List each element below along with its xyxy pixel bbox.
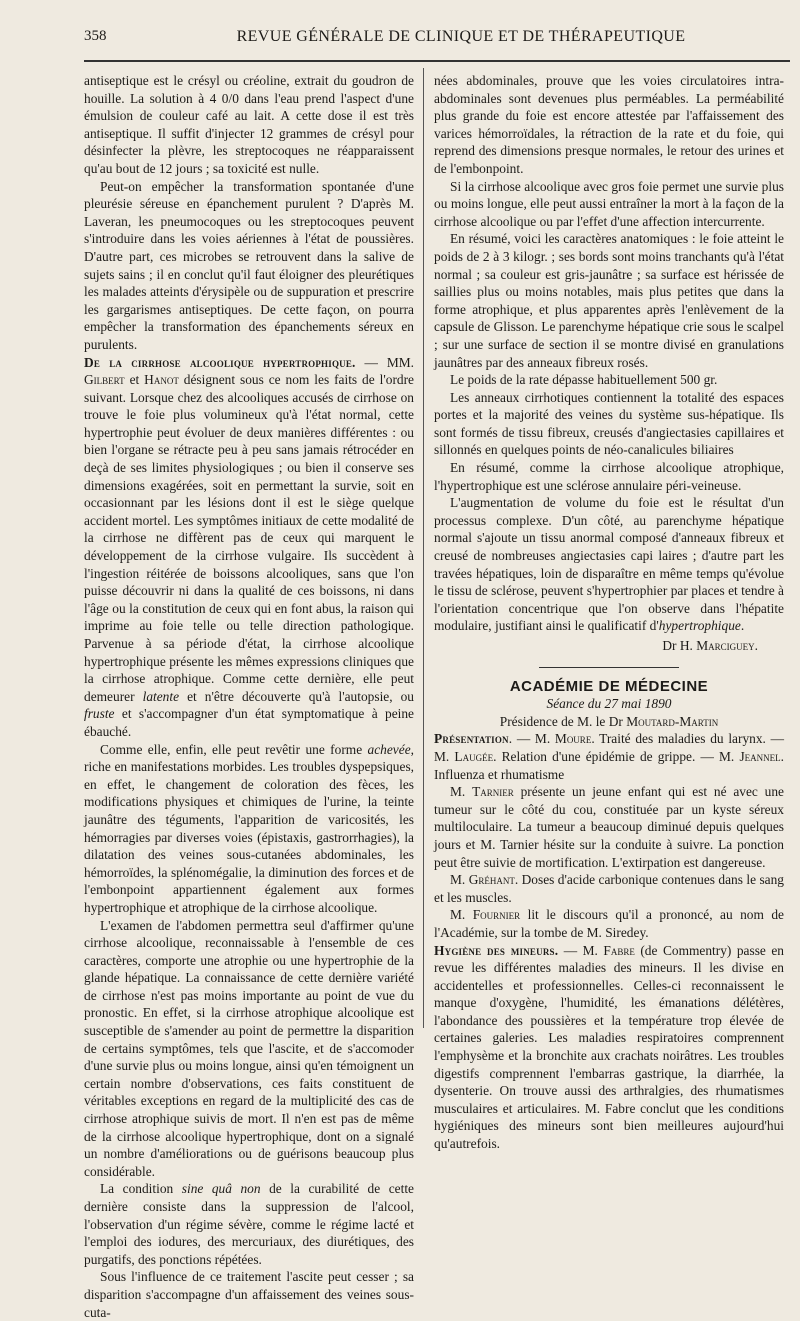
text-run: . — [754, 638, 758, 653]
text-run: M. — [450, 907, 473, 923]
text-run: lit le discours qu'il a prononcé, au nom de l'Académie, sur la tombe de M. Siredey. — [434, 907, 784, 940]
paragraph — [434, 783, 784, 871]
paragraph — [434, 494, 784, 635]
author-name: Moure — [554, 731, 592, 747]
paragraph — [84, 741, 414, 917]
text-run: présente un jeune enfant qui est né avec une tumeur sur le côté du cou, constituée par un kyste séreux multiloculaire. La tumeur a beaucoup diminué depuis quelques jours et M. Tarnier hésite sur la conduite à suivre. La ponction peut être suivie de mortification. L'extirpation est dangereuse. — [434, 784, 784, 870]
paragraph — [84, 354, 414, 741]
paragraph: Sous l'influence de ce traitement l'ascite peut cesser ; sa disparition s'accompagne d'un affaissement des veines sous-cuta- — [84, 1269, 414, 1320]
paragraph — [84, 1180, 414, 1268]
running-title: REVUE GÉNÉRALE DE CLINIQUE ET DE THÉRAPEUTIQUE — [236, 28, 686, 45]
text-run: (de Commentry) passe en revue les différentes maladies des mineurs. Il les divise en accidentelles et professionnelles. Celles-ci reconnaissent le manque d'oxygène, l'humidité, les émanations délétères, l'abondance des poussières et la température trop élevée de certaines galeries. Les maladies respiratoires comprennent l'emphysème et la bronchite aux crachats noirâtres. Les troubles digestifs comprennent l'embarras gastrique, la diarrhée, la dysenterie. On trouve aussi des arthralgies, des rhumatismes musculaires et articulaires. M. Fabre conclut que les conditions hygiéniques des mineurs sont bien meilleures aujourd'hui qu'autrefois. — [434, 942, 784, 1152]
author-name: Tarnier — [472, 784, 514, 800]
section-divider — [539, 667, 679, 668]
text-run: Comme elle, enfin, elle peut revêtir une forme — [100, 741, 368, 757]
paragraph: Les anneaux cirrhotiques contiennent la totalité des espaces portes et la majorité des veines du système sus-hépatique. Ils sont formés de tissu fibreux, creusés d'angiectasies capillaires et sillonnés en quelques points de néo-canalicules biliaires — [434, 389, 784, 458]
emphasis: achevée — [367, 741, 411, 757]
text-run: et s'accompagner d'un état symptomatique à peine ébauché. — [84, 706, 414, 739]
text-run: . — [740, 618, 745, 634]
paragraph — [434, 730, 784, 783]
president-name: Moutard-Martin — [626, 713, 719, 729]
text-run: et n'être découverte qu'à l'autopsie, ou — [179, 688, 415, 704]
paragraph: Peut-on empêcher la transformation spontanée d'une pleurésie séreuse en épanchement purulent ? D'après M. Laveran, les pneumocoques ou les streptocoques peuvent s'introduire dans les voies aériennes à l'état de poussières. D'autre part, ces microbes se retrouvent dans la salive de sujets sains ; il en conclut qu'il faut éloigner des pleurétiques les malades atteints d'érysipèle ou de suppuration et prescrire les gargarismes antiseptiques. De cette façon, on pourra empêcher la transformation des épanchements séreux en purulents. — [84, 178, 414, 352]
text-run: . Influenza et rhumatisme — [434, 748, 785, 782]
paragraph — [434, 871, 784, 906]
author-name: Laugée — [454, 748, 494, 764]
text-run: . — M. — [508, 731, 555, 747]
paragraph: En résumé, voici les caractères anatomiques : le foie atteint le poids de 2 à 3 kilogr. ; ses bords sont moins tranchants qu'à l'état normal ; sa couleur est gris-jaunâtre ; sa surface est hérissée de saillies plus ou moins notables, mais plus petites que dans la forme atrophique, et plus apparentes après l'enlèvement de la capsule de Glisson. Le parenchyme hépatique crie sous le scalpel ; sur une surface de section il se montre divisé en granulations jaunâtres par des anneaux fibreux rosés. — [434, 231, 784, 370]
author-name: Marciguey — [696, 638, 755, 653]
session-president — [434, 713, 784, 731]
paragraph: nées abdominales, prouve que les voies circulatoires intra-abdominales sont devenues plus perméables. La perméabilité plus grande du foie est encore attestée par l'affaissement des varices hémorroïdales, la rétraction de la rate et du foie, qui reprend des dimensions presque normales, le retour des urines et de l'embonpoint. — [434, 73, 784, 176]
text-run: M. — [450, 784, 473, 800]
page-number: 358 — [84, 28, 107, 44]
text-run: . Relation d'une épidémie de grippe. — M. — [493, 748, 740, 764]
paragraph: En résumé, comme la cirrhose alcoolique atrophique, l'hypertrophique est une sclérose annulaire péri-veineuse. — [434, 460, 784, 493]
text-run: . Doses d'acide carbonique contenues dans le sang et les muscles. — [434, 872, 785, 905]
right-column — [434, 72, 784, 1153]
article-heading: De la cirrhose alcoolique hypertrophique. — [84, 354, 356, 370]
paragraph: Si la cirrhose alcoolique avec gros foie permet une survie plus ou moins longue, elle peut aussi entraîner la mort à la façon de la cirrhose alcoolique ou par l'effet d'une affection intercurrente. — [434, 178, 784, 229]
session-date: Séance du 27 mai 1890 — [546, 696, 672, 712]
paragraph — [434, 942, 784, 1153]
author-name: Jeannel — [739, 748, 781, 764]
paragraph: L'examen de l'abdomen permettra seul d'affirmer qu'une cirrhose alcoolique, reconnaissable à l'ensemble de ces caractères, comporte une atrophie ou une hypertrophie de la glande hépatique. La connaissance de cette dernière variété de cirrhose n'est pas moins importante au point de vue du pronostic. En effet, si la cirrhose atrophique alcoolique est susceptible de s'amender au point de permettre la disparition de certains symptômes, tels que l'ascite, et de s'accomoder d'une survie plus ou moins longue, ainsi qu'en témoignent un certain nombre d'observations, ces faits constituent de véritables exceptions en regard de la multiplicité des cas de cirrhose atrophique suivis de mort. Il n'en est pas de même de la cirrhose alcoolique hypertrophique, dont on a signalé un nombre d'améliorations ou de guérisons beaucoup plus considérable. — [84, 917, 414, 1179]
paragraph — [434, 906, 784, 941]
paragraph: antiseptique est le crésyl ou créoline, extrait du goudron de houille. La solution à 4 0/0 dans l'eau prend l'aspect d'une émulsion de couleur café au lait. A cette dose il est très antiseptique. Il suffit d'injecter 12 grammes de crésyl pour désinfecter la plèvre, les streptocoques ne réapparaissent qu'au bout de 12 jours ; sa toxicité est nulle. — [84, 73, 414, 176]
emphasis: hypertrophique — [658, 618, 741, 634]
text-run: Présidence de M. le Dr — [499, 713, 627, 729]
section-title: ACADÉMIE DE MÉDECINE — [509, 677, 709, 695]
paragraph: Le poids de la rate dépasse habituellement 500 gr. — [450, 372, 718, 388]
left-column — [84, 72, 414, 1321]
article-heading: Hygiène des mineurs. — [434, 942, 559, 958]
text-run: — M. — [558, 942, 604, 958]
header-rule — [84, 60, 790, 62]
emphasis: fruste — [84, 706, 115, 722]
text-run: , riche en manifestations morbides. Les troubles dyspepsiques, en effet, le changement de coloration des fèces, les modifications physiques et chimiques de l'urine, la teinte jaunâtre des téguments, l'apparition de varicosités, les hémorragies par diverses voies (épistaxis, gastrorrhagies), la dilatation des veines sous-cutanées abdominales, les hémorroïdes, la splénomégalie, la diminution des forces et de l'embonpoint appartiennent également aux formes hypertrophique et atrophique de la cirrhose alcoolique. — [84, 741, 414, 915]
text-run: de la curabilité de cette dernière consiste dans la suppression de l'alcool, l'observation d'un régime sévère, comme le régime lacté et l'emploi des iodures, des mercuriaux, des diurétiques, des purgatifs, des ponctions répétées. — [84, 1181, 415, 1267]
emphasis: sine quâ non — [181, 1181, 261, 1197]
text-run: et — [124, 372, 145, 388]
emphasis: latente — [142, 688, 180, 704]
author-name: Fabre — [603, 942, 635, 958]
text-run: M. — [450, 872, 469, 888]
author-name: Gilbert — [84, 372, 125, 388]
author-name: Hanot — [144, 372, 179, 388]
page-header — [60, 28, 782, 54]
author-name: Gréhant — [468, 872, 515, 888]
article-heading: Présentation — [434, 731, 509, 747]
text-run: Dr H. — [662, 638, 697, 653]
text-run: — MM. — [355, 354, 414, 370]
text-run: . Traité des maladies du larynx. — M. — [434, 731, 784, 764]
text-run: La condition — [100, 1181, 182, 1197]
text-run: désignent sous ce nom les faits de l'ordre suivant. Lorsque chez des alcooliques accusés de cirrhose on trouve le foie plus volumineux qu'à l'état normal, cette hypertrophie peut évoluer de deux manières différentes : ou bien l'organe se rétracte peu à peu sans jamais rétrocéder en deçà de ses limites physiologiques ; ou bien il conserve ses dimensions exagérées, soit en permettant la survie, soit en occasionnant par les lésions dont il est le siège quelque accident mortel. Les symptômes initiaux de cette modalité de la cirrhose ne diffèrent pas de ceux qui marquent le développement de la cirrhose vulgaire. Ils succèdent à l'ingestion réitérée de boissons alcooliques, sans que l'on puisse découvrir ni dans la qualité de ces boissons, ni dans l'âge ou la constitution de ceux qui en font abus, la raison qui imprime au foie telle ou telle direction pathologique. Parvenue à sa période d'état, la cirrhose alcoolique hypertrophique présente les mêmes expressions cliniques que la cirrhose atrophique. Comme cette dernière, elle peut demeurer — [84, 372, 415, 704]
author-name: Fournier — [472, 907, 521, 923]
column-divider — [423, 68, 424, 1028]
text-run: L'augmentation de volume du foie est le résultat d'un processus complexe. D'un côté, au parenchyme hépatique normal s'ajoute un tissu anormal composé d'anneaux fibreux et creusé de nombreuses angiectasies capi laires ; d'autre part les travées hépatiques, loin de disparaître en même temps qu'évolue le tissu de sclérose, peuvent s'hypertrophier par places et tendre à l'orientation concentrique que l'on observe dans l'hépatite modulaire, justifiant ainsi le qualificatif d' — [434, 495, 784, 634]
author-signature — [434, 637, 784, 655]
